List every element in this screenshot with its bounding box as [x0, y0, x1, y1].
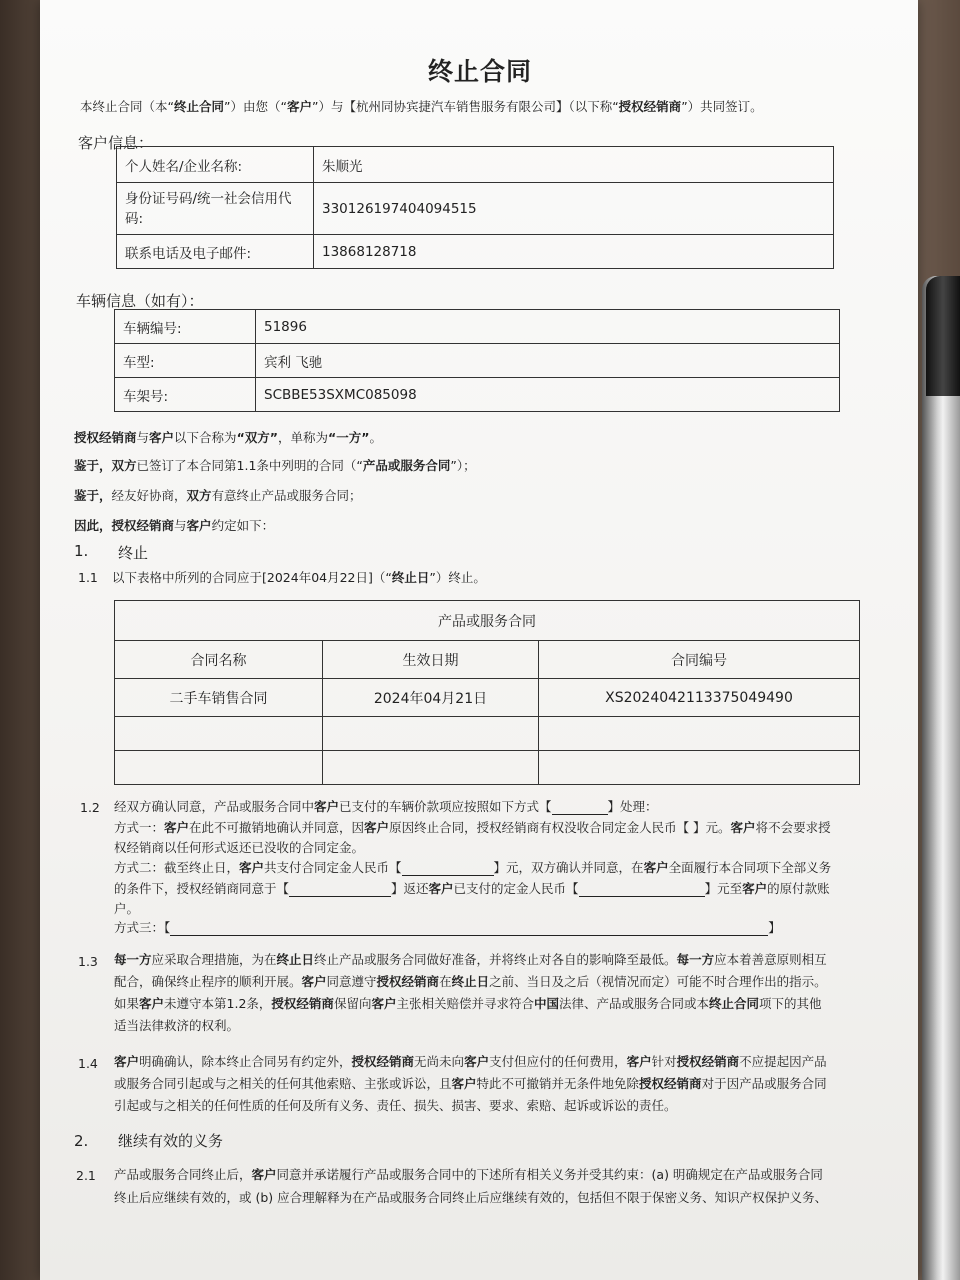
text: 同意遵守: [326, 974, 377, 989]
text: 项下的其他: [759, 996, 822, 1011]
text: 已签订了本合同第1.1条中列明的合同（“: [136, 458, 363, 473]
document-title: 终止合同: [427, 57, 532, 86]
text: 约定如下：: [211, 518, 275, 533]
term: 客户: [186, 518, 212, 533]
text: 无尚未向: [414, 1054, 465, 1069]
text: 以下合称为: [174, 430, 237, 445]
text: 以下表格中所列的合同应于[2024年04月22日]（“: [112, 570, 392, 585]
intro-term: 客户: [286, 99, 312, 114]
term: 因此，: [74, 518, 112, 533]
term: 客户: [742, 881, 768, 896]
text: 应本着善意原则相互: [714, 952, 827, 967]
term: 双方: [111, 458, 137, 473]
term: “一方”: [328, 430, 370, 445]
term: 终止日: [451, 974, 490, 989]
clause-1-2-number: 1.2: [80, 800, 100, 815]
term: 客户: [364, 820, 390, 835]
text: 】: [768, 920, 781, 935]
clause-1-3-line-2: [114, 972, 827, 990]
clause-1-4-number: 1.4: [78, 1056, 98, 1071]
text: 同意并承诺履行产品或服务合同中的下述所有相关义务并受其约束：(a) 明确规定在产品或服务合同: [276, 1167, 823, 1182]
term: 产品或服务合同: [362, 458, 451, 473]
clause-1-1-text: [112, 568, 486, 586]
field-value: 朱顺光: [314, 147, 834, 183]
text: 在此不可撤销地确认并同意，因: [189, 820, 365, 835]
term: 每一方: [676, 952, 715, 967]
text: 对于因产品或服务合同: [701, 1076, 827, 1091]
term: 授权经销商: [351, 1054, 415, 1069]
text: 应采取合理措施，为在: [151, 952, 277, 967]
intro-text: ”）与【杭州同协宾捷汽车销售服务有限公司】（以下称“: [311, 99, 619, 114]
term: 客户: [428, 881, 454, 896]
term: 中国: [533, 996, 559, 1011]
clause-1-2-line-5: [114, 879, 830, 897]
clause-1-1-number: 1.1: [78, 570, 98, 585]
text: ”）终止。: [429, 570, 486, 585]
contract-number-cell: [539, 717, 860, 751]
customer-info-table: [116, 146, 834, 269]
section-1-number: 1.: [74, 542, 89, 560]
contracts-caption: 产品或服务合同: [115, 601, 860, 641]
term: 每一方: [114, 952, 152, 967]
term: 授权经销商: [376, 974, 440, 989]
text: 有意终止产品或服务合同；: [211, 488, 362, 503]
contract-number-cell: XS2024042113375049490: [539, 679, 860, 717]
effective-date-cell: [323, 751, 539, 785]
text: 】返还: [391, 881, 429, 896]
blank-refund-date-field[interactable]: [289, 881, 391, 897]
text: 未遵守本第1.2条，: [164, 996, 272, 1011]
term: 终止日: [391, 570, 430, 585]
recital-whereas-1: [74, 456, 476, 474]
text: 与: [174, 518, 187, 533]
term: 鉴于，: [74, 488, 112, 503]
effective-date-cell: [323, 717, 539, 751]
text: 针对: [651, 1054, 677, 1069]
contract-name-cell: 二手车销售合同: [115, 679, 323, 717]
contracts-header-row: [115, 641, 860, 679]
field-value: 13868128718: [314, 235, 834, 269]
term: 客户: [730, 820, 756, 835]
text: ，单称为: [278, 430, 329, 445]
text: 法律、产品或服务合同或本: [559, 996, 710, 1011]
field-label: 车辆编号:: [115, 310, 256, 344]
blank-method-three-field[interactable]: [170, 920, 768, 936]
text: 的条件下，授权经销商同意于【: [114, 881, 290, 896]
vehicle-info-table: [114, 309, 840, 412]
clause-1-2-line-6: 户。: [114, 901, 140, 916]
term: 授权经销商: [676, 1054, 740, 1069]
clause-1-3-line-1: [114, 950, 827, 968]
term: 客户: [114, 1054, 140, 1069]
text: ”）；: [450, 458, 476, 473]
term: “双方”: [236, 430, 278, 445]
text: 产品或服务合同终止后，: [114, 1167, 252, 1182]
contract-name-cell: [115, 717, 323, 751]
text: 终止产品或服务合同做好准备，并将终止对各自的影响降至最低。: [314, 952, 677, 967]
text: 】处理：: [607, 799, 658, 814]
intro-term: 终止合同: [173, 99, 224, 114]
blank-refund-amount-field[interactable]: [579, 881, 705, 897]
clause-1-4-line-1: [114, 1052, 827, 1070]
recital-parties: [74, 428, 382, 446]
clause-1-2-line-1: [114, 797, 658, 815]
intro-text: ”）共同签订。: [681, 99, 763, 114]
text: 之前、当日及之后（视情况而定）可能不时合理作出的指示。: [489, 974, 827, 989]
term: 客户: [149, 430, 175, 445]
clause-1-2-line-2: [114, 818, 831, 836]
term: 客户: [251, 1167, 277, 1182]
customer-info-heading: 客户信息：: [78, 134, 154, 152]
field-value: SCBBE53SXMC085098: [256, 378, 840, 412]
clause-1-4-line-3: 引起或与之相关的任何性质的任何及所有义务、责任、损失、损害、要求、索赔、起诉或诉讼的责任。: [114, 1098, 677, 1113]
clause-1-2-line-4: [114, 858, 831, 876]
text: 特此不可撤销并无条件地免除: [476, 1076, 640, 1091]
clause-1-3-line-3: [114, 994, 822, 1012]
header-contract-name: 合同名称: [115, 641, 323, 679]
term: 鉴于，: [74, 458, 112, 473]
contracts-caption-row: [115, 601, 860, 641]
pen-object: [922, 276, 960, 1280]
clause-1-2-line-3: 权经销商以任何形式返还已没收的合同定金。: [114, 840, 365, 855]
contract-name-cell: [115, 751, 323, 785]
vehicle-info-heading: 车辆信息（如有）：: [76, 292, 204, 310]
customer-row: [117, 147, 834, 183]
term: 客户: [301, 974, 327, 989]
text: 在: [439, 974, 452, 989]
clause-1-4-line-2: [114, 1074, 827, 1092]
term: 客户: [314, 799, 340, 814]
clause-2-1-line-2: 终止后应继续有效的，或 (b) 应合理解释为在产品或服务合同终止后应继续有效的，包括但不限于保密义务、知识产权保护义务、: [114, 1190, 828, 1205]
contracts-table: [114, 600, 860, 785]
intro-text: 本终止合同（本“: [80, 99, 174, 114]
section-2-title: 继续有效的义务: [118, 1132, 224, 1150]
intro-text: ”）由您（“: [224, 99, 287, 114]
header-effective-date: 生效日期: [323, 641, 539, 679]
term: 终止日: [276, 952, 315, 967]
term: 双方: [186, 488, 212, 503]
field-label: 车架号:: [115, 378, 256, 412]
table-row: [115, 751, 860, 785]
text: 如果: [114, 996, 140, 1011]
text: 明确确认，除本终止合同另有约定外，: [139, 1054, 352, 1069]
customer-row: [117, 183, 834, 235]
term: 授权经销商: [74, 430, 137, 445]
field-label: 身份证号码/统一社会信用代码:: [117, 183, 314, 235]
field-label: 车型:: [115, 344, 256, 378]
text: 方式三：【: [114, 920, 171, 935]
text: 保留向: [333, 996, 372, 1011]
term: 授权经销商: [111, 518, 175, 533]
blank-deposit-paid-field[interactable]: [402, 860, 494, 876]
text: 的原付款账: [767, 881, 830, 896]
text: 将不会要求授: [755, 820, 831, 835]
text: 。: [369, 430, 382, 445]
section-1-title: 终止: [118, 544, 149, 562]
text: 配合，确保终止程序的顺利开展。: [114, 974, 302, 989]
contract-number-cell: [539, 751, 860, 785]
pen-cap: [926, 276, 960, 396]
text: 经友好协商，: [111, 488, 187, 503]
text: 】元，双方确认并同意，在: [493, 860, 644, 875]
vehicle-row: [115, 378, 840, 412]
clause-1-3-line-4: 适当法律救济的权利。: [114, 1018, 240, 1033]
term: 客户: [643, 860, 669, 875]
text: 与: [136, 430, 150, 445]
clause-1-2-line-7: [114, 918, 781, 936]
text: 原因终止合同，授权经销商有权没收合同定金人民币【 】元。: [389, 820, 731, 835]
term: 客户: [139, 996, 165, 1011]
clause-2-1-number: 2.1: [76, 1168, 96, 1183]
term: 客户: [164, 820, 190, 835]
text: 已支付的定金人民币【: [453, 881, 579, 896]
text: 或服务合同引起或与之相关的任何其他索赔、主张或诉讼，且: [114, 1076, 452, 1091]
clause-1-3-number: 1.3: [78, 954, 98, 969]
blank-method-field[interactable]: [552, 799, 608, 815]
table-row: [115, 679, 860, 717]
field-value: 330126197404094515: [314, 183, 834, 235]
text: 方式一：: [114, 820, 165, 835]
term: 客户: [451, 1076, 477, 1091]
field-label: 联系电话及电子邮件:: [117, 235, 314, 269]
term: 授权经销商: [271, 996, 334, 1011]
text: 全面履行本合同项下全部义务: [668, 860, 832, 875]
term: 客户: [371, 996, 397, 1011]
term: 授权经销商: [639, 1076, 702, 1091]
vehicle-row: [115, 344, 840, 378]
intro-paragraph: [80, 97, 763, 115]
text: 】元至: [704, 881, 743, 896]
field-value: 51896: [256, 310, 840, 344]
section-2-number: 2.: [74, 1132, 89, 1150]
clause-2-1-line-1: [114, 1165, 823, 1183]
recital-whereas-2: [74, 486, 362, 504]
table-row: [115, 717, 860, 751]
text: 已支付的车辆价款项应按照如下方式【: [339, 799, 552, 814]
document-page: [40, 0, 918, 1280]
text: 共支付合同定金人民币【: [264, 860, 402, 875]
term: 终止合同: [709, 996, 760, 1011]
field-label: 个人姓名/企业名称:: [117, 147, 314, 183]
customer-row: [117, 235, 834, 269]
field-value: 宾利 飞驰: [256, 344, 840, 378]
term: 客户: [464, 1054, 490, 1069]
header-contract-number: 合同编号: [539, 641, 860, 679]
text: 方式二：截至终止日，: [114, 860, 240, 875]
term: 客户: [239, 860, 265, 875]
text: 支付但应付的任何费用，: [489, 1054, 627, 1069]
text: 不应提起因产品: [739, 1054, 827, 1069]
effective-date-cell: 2024年04月21日: [323, 679, 539, 717]
text: 经双方确认同意，产品或服务合同中: [114, 799, 315, 814]
recital-therefore: [74, 516, 274, 534]
vehicle-row: [115, 310, 840, 344]
term: 客户: [626, 1054, 652, 1069]
text: 主张相关赔偿并寻求符合: [396, 996, 534, 1011]
intro-term: 授权经销商: [618, 99, 682, 114]
